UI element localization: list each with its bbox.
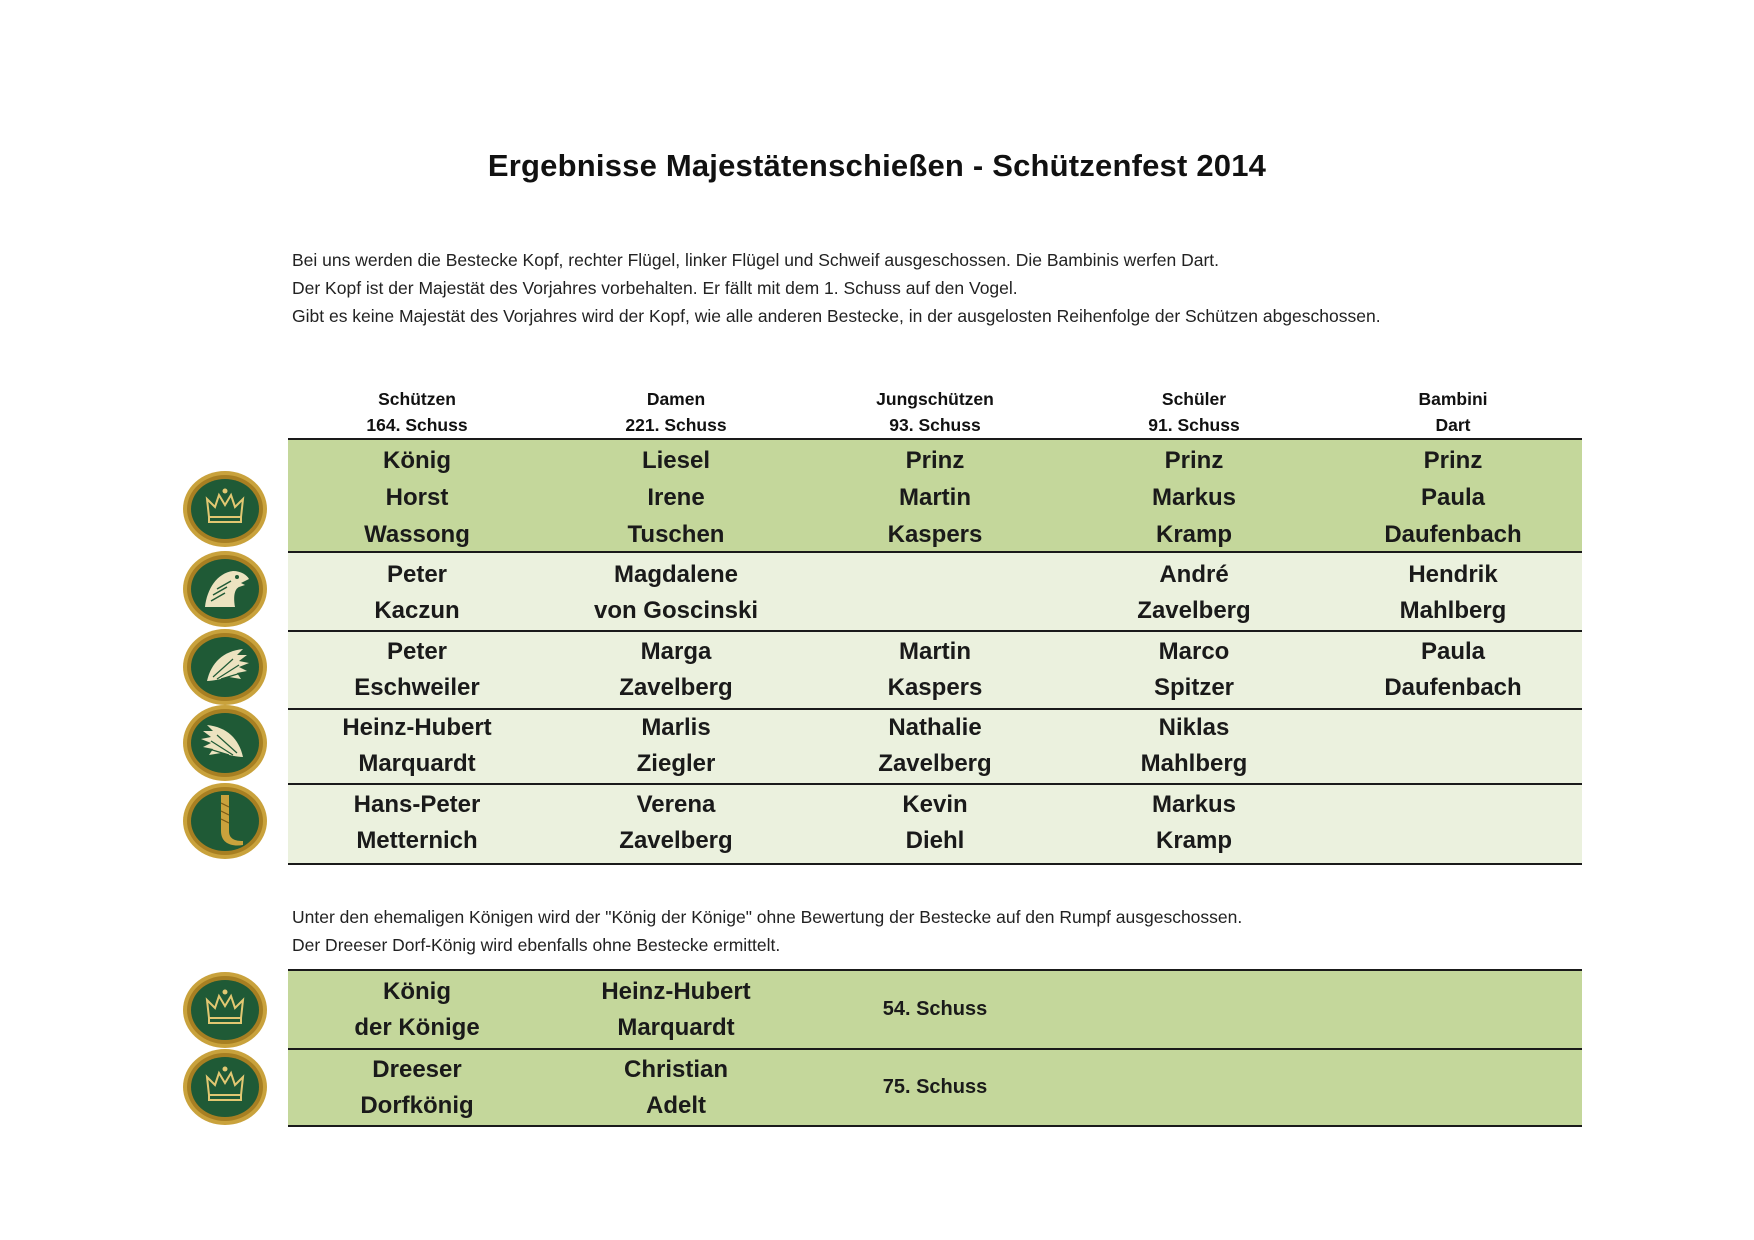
cell-line: Dreeser [372, 1056, 462, 1083]
crown-badge-icon [181, 970, 269, 1050]
cell-line: Spitzer [1153, 674, 1234, 701]
special-shot: 75. Schuss [882, 1076, 988, 1098]
table-cell [1064, 557, 1324, 629]
cell-line: Liesel [641, 447, 711, 474]
table-cell [1064, 787, 1324, 859]
table-rule [288, 630, 1582, 632]
cell-line: Peter [386, 561, 448, 588]
note-line: Der Dreeser Dorf-König wird ebenfalls ohne Bestecke ermittelt. [292, 935, 781, 955]
cell-line: Zavelberg [619, 674, 733, 701]
cell-line: Markus [1151, 484, 1237, 511]
table-cell [546, 787, 806, 859]
table-cell [1064, 634, 1324, 706]
column-shot: Dart [1435, 415, 1471, 435]
column-shot: 91. Schuss [1148, 415, 1240, 435]
cell-line: Irene [647, 484, 705, 511]
cell-line: Paula [1420, 638, 1486, 665]
table-rule [288, 438, 1582, 440]
cell-line: Prinz [1164, 447, 1224, 474]
table-rule [288, 863, 1582, 865]
table-cell [1064, 442, 1324, 553]
cell-line: Wassong [364, 521, 470, 548]
table-cell [546, 710, 806, 782]
cell-line: Magdalene [613, 561, 739, 588]
table-cell [1323, 634, 1583, 706]
cell-line: Kaczun [374, 597, 460, 624]
table-cell [1064, 710, 1324, 782]
special-title [287, 974, 547, 1046]
column-name: Jungschützen [876, 389, 994, 409]
cell-line: Mahlberg [1399, 597, 1507, 624]
cell-line: Marco [1158, 638, 1230, 665]
wing-right-badge-icon [181, 627, 269, 707]
cell-line: Daufenbach [1384, 674, 1522, 701]
table-rule [288, 969, 1582, 971]
special-winner [546, 1052, 806, 1124]
cell-line: Heinz-Hubert [342, 714, 492, 741]
wing-left-badge-icon [181, 703, 269, 783]
cell-line: Markus [1151, 791, 1237, 818]
intro-line: Der Kopf ist der Majestät des Vorjahres vorbehalten. Er fällt mit dem 1. Schuss auf den Vogel. [292, 278, 1018, 298]
column-name: Schützen [378, 389, 456, 409]
tail-badge-icon [181, 781, 269, 861]
special-winner [546, 974, 806, 1046]
cell-line: Kramp [1155, 521, 1233, 548]
cell-line: Martin [899, 484, 971, 511]
column-header-schueler [1064, 386, 1324, 438]
cell-line: Christian [623, 1056, 728, 1083]
crown-badge-icon [181, 1047, 269, 1127]
special-title [287, 1052, 547, 1124]
column-shot: 164. Schuss [366, 415, 468, 435]
crown-badge-icon [181, 469, 269, 549]
column-header-schuetzen [287, 386, 547, 438]
intro-line: Bei uns werden die Bestecke Kopf, rechter Flügel, linker Flügel und Schweif ausgeschossen. Die Bambinis werfen Dart. [292, 250, 1219, 270]
column-name: Schüler [1161, 389, 1227, 409]
table-rule [288, 1048, 1582, 1050]
cell-line: Kaspers [887, 521, 983, 548]
table-cell [287, 710, 547, 782]
table-cell [805, 442, 1065, 553]
cell-line: Niklas [1158, 714, 1230, 741]
cell-line: von Goscinski [593, 597, 759, 624]
special-shot: 54. Schuss [882, 998, 988, 1020]
table-cell [1323, 442, 1583, 553]
cell-line: Zavelberg [1137, 597, 1251, 624]
note-text [292, 903, 1242, 959]
cell-line: Martin [899, 638, 971, 665]
cell-line: Tuschen [627, 521, 725, 548]
cell-line: Prinz [905, 447, 965, 474]
cell-line: Eschweiler [354, 674, 480, 701]
cell-line: König [383, 978, 451, 1005]
cell-line: Dorfkönig [360, 1092, 474, 1119]
table-cell [805, 634, 1065, 706]
column-header-damen [546, 386, 806, 438]
table-cell [546, 557, 806, 629]
cell-line: Adelt [646, 1092, 706, 1119]
table-cell [287, 557, 547, 629]
table-cell [1323, 557, 1583, 629]
cell-line: König [383, 447, 451, 474]
column-shot: 93. Schuss [889, 415, 981, 435]
cell-line: Verena [636, 791, 716, 818]
cell-line: Marlis [641, 714, 711, 741]
table-cell [546, 442, 806, 553]
table-rule [288, 1125, 1582, 1127]
cell-line: Kevin [902, 791, 968, 818]
cell-line: Marquardt [358, 750, 476, 777]
table-cell [287, 634, 547, 706]
cell-line: Kaspers [887, 674, 983, 701]
cell-line: der Könige [354, 1014, 480, 1041]
column-name: Damen [646, 389, 706, 409]
cell-line: Metternich [356, 827, 478, 854]
cell-line: Ziegler [636, 750, 716, 777]
cell-line: Hendrik [1408, 561, 1498, 588]
cell-line: Paula [1420, 484, 1486, 511]
cell-line: André [1159, 561, 1229, 588]
table-rule [288, 783, 1582, 785]
cell-line: Marga [640, 638, 712, 665]
cell-line: Daufenbach [1384, 521, 1522, 548]
table-cell [287, 442, 547, 553]
table-cell [805, 710, 1065, 782]
note-line: Unter den ehemaligen Königen wird der "König der Könige" ohne Bewertung der Bestecke auf den Rumpf ausgeschossen. [292, 907, 1243, 927]
cell-line: Heinz-Hubert [601, 978, 751, 1005]
cell-line: Zavelberg [619, 827, 733, 854]
cell-line: Zavelberg [878, 750, 992, 777]
cell-line: Horst [385, 484, 449, 511]
results-table-header [288, 386, 1582, 438]
intro-text [292, 246, 1381, 330]
cell-line: Prinz [1423, 447, 1483, 474]
cell-line: Diehl [905, 827, 965, 854]
column-shot: 221. Schuss [625, 415, 727, 435]
eagle-head-badge-icon [181, 549, 269, 629]
cell-line: Kramp [1155, 827, 1233, 854]
page-title: Ergebnisse Majestätenschießen - Schützenfest 2014 [487, 148, 1267, 183]
table-cell [805, 787, 1065, 859]
column-header-jungschuetzen [805, 386, 1065, 438]
table-cell [287, 787, 547, 859]
cell-line: Peter [386, 638, 448, 665]
cell-line: Hans-Peter [353, 791, 481, 818]
cell-line: Mahlberg [1140, 750, 1248, 777]
column-header-bambini [1323, 386, 1583, 438]
cell-line: Marquardt [617, 1014, 735, 1041]
cell-line: Nathalie [888, 714, 982, 741]
table-cell [546, 634, 806, 706]
column-name: Bambini [1418, 389, 1488, 409]
intro-line: Gibt es keine Majestät des Vorjahres wird der Kopf, wie alle anderen Bestecke, in der ausgelosten Reihenfolge der Schützen abgeschossen. [292, 306, 1381, 326]
